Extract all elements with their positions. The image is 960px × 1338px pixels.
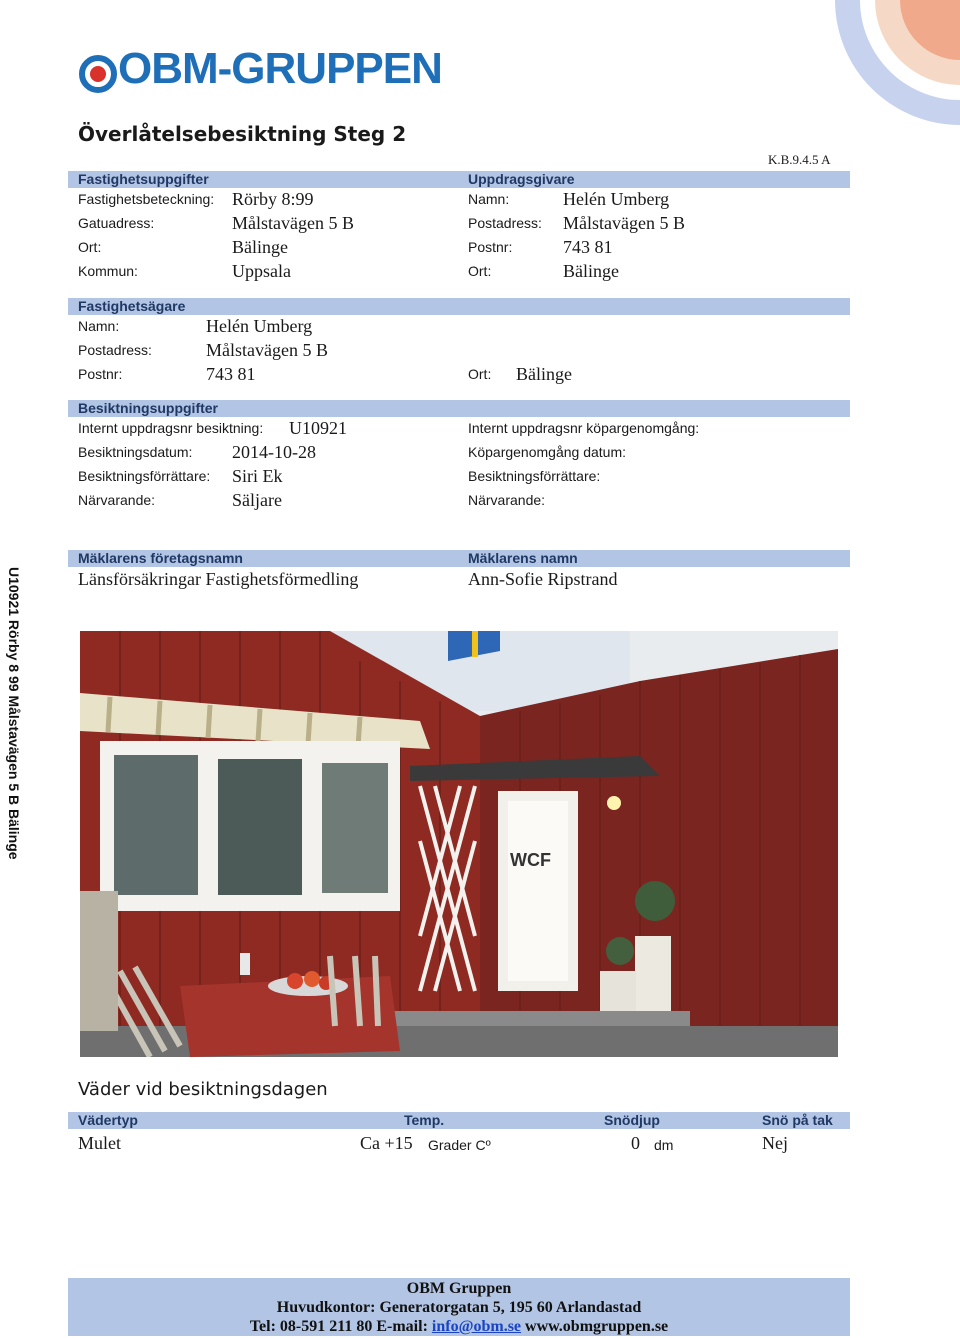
client-value-postnr: 743 81 [563,237,613,257]
buyer-label-date: Köpargenomgång datum: [468,444,626,460]
inspection-value-internal: U10921 [289,418,347,438]
client-label-address: Postadress: [468,215,542,231]
property-label-municipality: Kommun: [78,263,138,279]
broker-name-heading: Mäklarens namn [468,550,578,566]
inspection-heading: Besiktningsuppgifter [78,400,219,416]
inspection-label-date: Besiktningsdatum: [78,444,193,460]
buyer-label-present: Närvarande: [468,492,546,508]
owner-label-town: Ort: [468,366,492,382]
page-footer [68,1278,850,1336]
inspection-label-internal: Internt uppdragsnr besiktning: [78,420,264,436]
weather-title: Väder vid besiktningsdagen [78,1079,328,1100]
owner-heading: Fastighetsägare [78,298,186,314]
inspection-label-present: Närvarande: [78,492,156,508]
form-code: K.B.9.4.5 A [768,152,831,167]
footer-email-link[interactable]: info@obm.se [431,1318,522,1335]
broker-name: Ann-Sofie Ripstrand [468,569,618,589]
client-value-name: Helén Umberg [563,189,670,209]
weather-temp: Ca +15 [360,1133,413,1153]
weather-type: Mulet [78,1133,121,1153]
weather-roof: Nej [762,1133,788,1153]
buyer-label-internal: Internt uppdragsnr köpargenomgång: [468,420,700,436]
property-value-town: Bälinge [232,237,288,257]
footer-phone: Tel: 08-591 211 80 E-mail: [249,1318,428,1335]
property-heading: Fastighetsuppgifter [78,171,209,187]
weather-col-snow: Snödjup [604,1112,660,1128]
weather-col-type: Vädertyp [78,1112,138,1128]
inspection-value-inspector: Siri Ek [232,466,283,486]
corner-decoration [830,0,960,150]
inspection-label-inspector: Besiktningsförrättare: [78,468,211,484]
house-photo [80,631,838,1057]
footer-company: OBM Gruppen [406,1280,512,1297]
inspection-value-date: 2014-10-28 [232,442,316,462]
client-label-town: Ort: [468,263,492,279]
property-value-designation: Rörby 8:99 [232,189,314,209]
logo-text-label: OBM-GRUPPEN [118,44,442,93]
inspection-value-present: Säljare [232,490,282,510]
property-value-street: Målstavägen 5 B [232,213,354,233]
footer-contact [68,1317,850,1336]
logo-text [80,44,442,94]
section-bar-weather [68,1112,850,1129]
side-label: U10921 Rörby 8 99 Målstavägen 5 B Bälinge [6,567,22,860]
owner-label-postnr: Postnr: [78,366,123,382]
broker-company: Länsförsäkringar Fastighetsförmedling [78,569,359,589]
weather-snow: 0 [631,1133,640,1153]
broker-company-heading: Mäklarens företagsnamn [78,550,243,566]
property-label-designation: Fastighetsbeteckning: [78,191,215,207]
owner-label-address: Postadress: [78,342,152,358]
owner-value-address: Målstavägen 5 B [206,340,328,360]
client-heading: Uppdragsgivare [468,171,575,187]
footer-address: Huvudkontor: Generatorgatan 5, 195 60 Arlandastad [276,1299,642,1316]
client-label-postnr: Postnr: [468,239,513,255]
client-value-address: Målstavägen 5 B [563,213,685,233]
owner-value-town: Bälinge [516,364,572,384]
property-value-municipality: Uppsala [232,261,291,281]
page-title: Överlåtelsebesiktning Steg 2 [78,122,407,146]
footer-website[interactable]: www.obmgruppen.se [525,1318,669,1335]
owner-value-postnr: 743 81 [206,364,256,384]
property-label-town: Ort: [78,239,102,255]
weather-temp-unit: Grader Cº [428,1137,491,1153]
buyer-label-inspector: Besiktningsförrättare: [468,468,601,484]
owner-label-name: Namn: [78,318,120,334]
weather-col-roof: Snö på tak [762,1112,833,1128]
client-label-name: Namn: [468,191,510,207]
svg-text:WCF: WCF [510,850,551,870]
property-label-street: Gatuadress: [78,215,155,231]
owner-value-name: Helén Umberg [206,316,313,336]
weather-snow-unit: dm [654,1137,674,1153]
client-value-town: Bälinge [563,261,619,281]
weather-col-temp: Temp. [404,1112,445,1128]
